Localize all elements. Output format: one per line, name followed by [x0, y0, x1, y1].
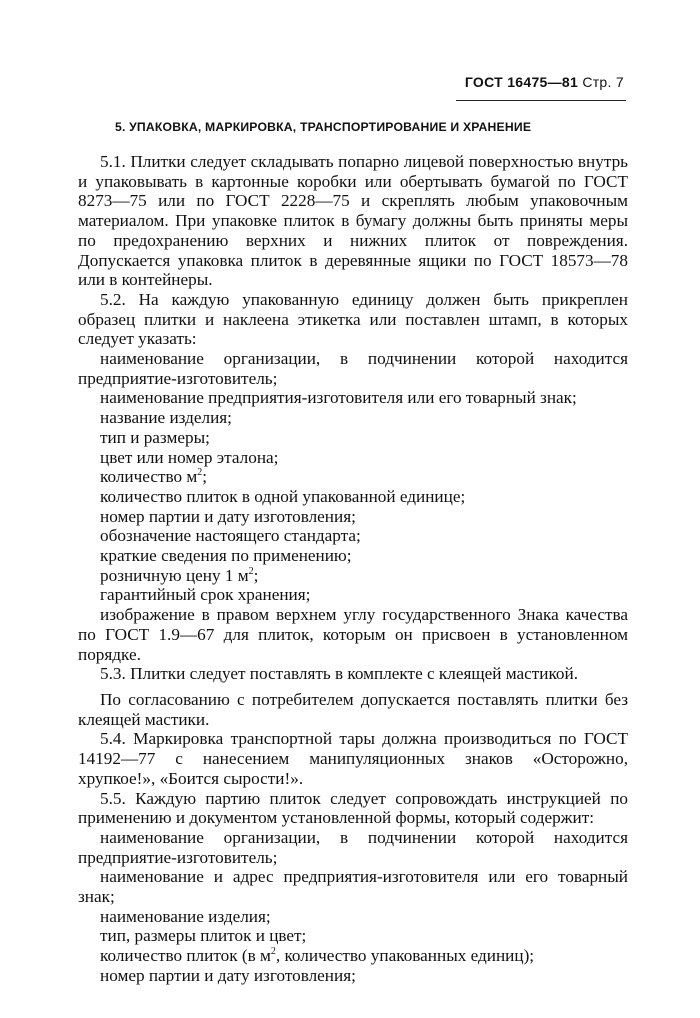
- list-item: гарантийный срок хранения;: [100, 585, 311, 605]
- list-item: наименование организации, в подчинении которой находится предприятие-изготовитель;: [78, 827, 628, 867]
- page-header: [465, 74, 624, 90]
- list-item: номер партии и дату изготовления;: [100, 506, 356, 526]
- list-item: наименование организации, в подчинении которой находится предприятие-изготовитель;: [78, 349, 628, 388]
- list-item: обозначение настоящего стандарта;: [100, 526, 361, 546]
- list-item: номер партии и дату изготовления;: [100, 965, 356, 985]
- list-item: наименование изделия;: [100, 906, 271, 926]
- paragraph-5-2: 5.2. На каждую упакованную единицу должен быть прикреплен образец плитки и наклеена этикетка или поставлен штамп, в которых следует указать:: [78, 289, 628, 349]
- list-item: изображение в правом верхнем углу государственного Знака качества по ГОСТ 1.9—67 для плиток, которым он присвоен в установленном порядке.: [78, 605, 628, 664]
- paragraph-5-3-note: По согласованию с потребителем допускается поставлять плитки без клеящей мастики.: [78, 689, 628, 729]
- list-item: название изделия;: [100, 408, 232, 428]
- list-item: количество плиток в одной упакованной единице;: [100, 486, 466, 506]
- list-item: тип, размеры плиток и цвет;: [100, 926, 307, 946]
- list-item: количество плиток (в $м^2$, количество упакованных единиц);: [100, 946, 535, 966]
- section-title: 5. УПАКОВКА, МАРКИРОВКА, ТРАНСПОРТИРОВАНИЕ И ХРАНЕНИЕ: [115, 120, 532, 134]
- paragraph-5-5: 5.5. Каждую партию плиток следует сопровождать инструкцией по применению и документом установленной формы, который содержит:: [78, 788, 628, 828]
- list-item: наименование и адрес предприятия-изготовителя или его товарный знак;: [78, 867, 628, 907]
- list-item: розничную цену 1 $м^2$;: [100, 565, 259, 585]
- paragraph-5-4: 5.4. Маркировка транспортной тары должна производиться по ГОСТ 14192—77 с нанесением манипуляционных знаков «Осторожно, хрупкое!», «Боится сырости!».: [78, 729, 628, 788]
- list-item: краткие сведения по применению;: [100, 546, 352, 566]
- list-item: количество $м^2$;: [100, 467, 208, 487]
- header-rule: [456, 100, 626, 101]
- page-number: Стр. 7: [582, 74, 624, 90]
- paragraph-5-3: 5.3. Плитки следует поставлять в комплекте с клеящей мастикой.: [100, 664, 579, 684]
- paragraph-5-1: 5.1. Плитки следует складывать попарно лицевой поверхностью внутрь и упаковывать в картонные коробки или обертывать бумагой по ГОСТ 8273—75 или по ГОСТ 2228—75 и скреплять любым упаковочным материалом. При упаковке плиток в бумагу должны быть приняты меры по предохранению верхних и нижних плиток от повреждения. Допускается упаковка плиток в деревянные ящики по ГОСТ 18573—78 или в контейнеры.: [78, 152, 628, 290]
- list-item: наименование предприятия-изготовителя или его товарный знак;: [100, 388, 577, 408]
- list-item: цвет или номер эталона;: [100, 447, 279, 467]
- standard-number: ГОСТ 16475—81: [464, 74, 579, 90]
- list-item: тип и размеры;: [100, 427, 210, 447]
- document-body: [78, 152, 628, 986]
